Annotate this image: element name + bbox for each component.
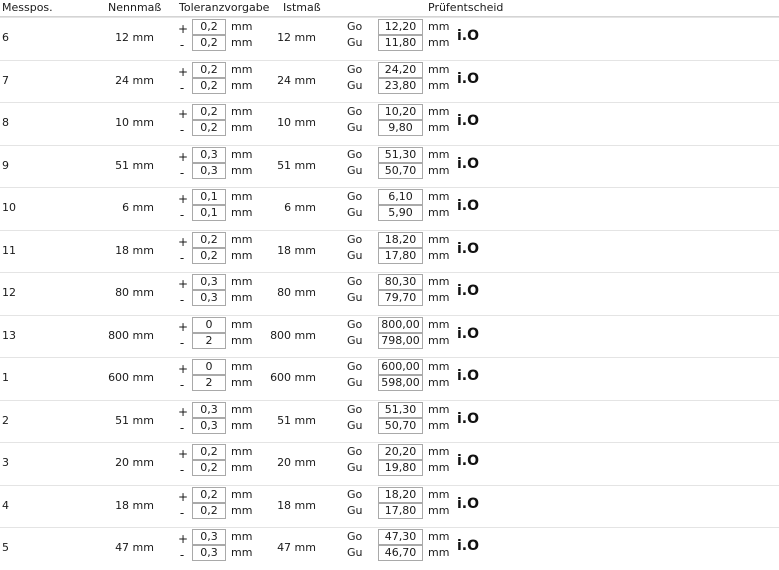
go-unit: mm xyxy=(428,402,450,416)
messpos-value: 8 xyxy=(2,116,9,129)
tolerance-minus-unit: mm xyxy=(231,121,253,134)
plus-sign: + xyxy=(178,447,189,461)
go-unit: mm xyxy=(428,190,450,203)
table-row xyxy=(0,442,779,485)
tolerance-minus-unit: mm xyxy=(231,291,253,304)
table-row xyxy=(0,60,779,103)
go-limit-field[interactable]: 80,30 xyxy=(378,274,423,290)
go-unit: mm xyxy=(428,232,450,246)
gu-unit: mm xyxy=(428,503,450,517)
header-toleranzvorgabe: Toleranzvorgabe xyxy=(179,1,270,14)
tolerance-minus-unit: mm xyxy=(231,418,253,432)
tolerance-minus-unit: mm xyxy=(231,503,253,517)
tolerance-plus-unit: mm xyxy=(231,445,253,458)
tolerance-plus-unit: mm xyxy=(231,20,253,33)
table-row xyxy=(0,17,779,60)
go-label: Go xyxy=(347,105,363,118)
pruefentscheid-result: i.O xyxy=(457,70,480,87)
go-limit-field[interactable]: 51,30 xyxy=(378,147,423,163)
pruefentscheid-result: i.O xyxy=(457,410,480,427)
tolerance-plus-field[interactable]: 0,2 xyxy=(192,19,226,35)
plus-sign: + xyxy=(178,107,189,121)
gu-label: Gu xyxy=(347,546,363,559)
istmass-value: 24 mm xyxy=(277,73,316,87)
minus-sign: - xyxy=(179,505,185,520)
gu-limit-field[interactable]: 46,70 xyxy=(378,545,423,561)
row-divider xyxy=(0,187,779,188)
row-divider xyxy=(0,145,779,146)
go-label: Go xyxy=(347,402,363,416)
tolerance-minus-field[interactable]: 0,1 xyxy=(192,205,226,221)
gu-limit-field[interactable]: 17,80 xyxy=(378,503,423,519)
tolerance-minus-field[interactable]: 0,2 xyxy=(192,78,226,94)
tolerance-minus-field[interactable]: 0,2 xyxy=(192,460,226,476)
go-limit-field[interactable]: 51,30 xyxy=(378,402,423,418)
tolerance-minus-unit: mm xyxy=(231,36,253,49)
table-row xyxy=(0,145,779,188)
minus-sign: - xyxy=(179,80,185,95)
tolerance-plus-unit: mm xyxy=(231,360,253,373)
go-label: Go xyxy=(347,530,363,543)
plus-sign: + xyxy=(178,234,189,249)
tolerance-plus-field[interactable]: 0,2 xyxy=(192,62,226,78)
minus-sign: - xyxy=(179,38,185,52)
gu-unit: mm xyxy=(428,78,450,92)
nennmass-value: 51 mm xyxy=(115,413,154,427)
table-row xyxy=(0,230,779,273)
nennmass-value: 80 mm xyxy=(115,286,154,299)
go-unit: mm xyxy=(428,487,450,501)
messpos-value: 7 xyxy=(2,73,9,87)
tolerance-plus-field[interactable]: 0,2 xyxy=(192,104,226,120)
gu-label: Gu xyxy=(347,291,363,304)
nennmass-value: 6 mm xyxy=(122,201,154,214)
istmass-value: 12 mm xyxy=(277,31,316,44)
messpos-value: 10 xyxy=(2,201,16,214)
go-unit: mm xyxy=(428,20,450,33)
nennmass-value: 20 mm xyxy=(115,456,154,469)
pruefentscheid-result: i.O xyxy=(457,325,480,342)
istmass-value: 80 mm xyxy=(277,286,316,299)
istmass-value: 18 mm xyxy=(277,498,316,512)
row-divider xyxy=(0,17,779,18)
go-limit-field[interactable]: 18,20 xyxy=(378,487,423,503)
gu-limit-field[interactable]: 9,80 xyxy=(378,120,423,136)
go-label: Go xyxy=(347,487,363,501)
table-row xyxy=(0,527,779,570)
plus-sign: + xyxy=(178,362,189,376)
pruefentscheid-result: i.O xyxy=(457,283,480,299)
istmass-value: 600 mm xyxy=(270,371,316,384)
go-limit-field[interactable]: 24,20 xyxy=(378,62,423,78)
tolerance-minus-unit: mm xyxy=(231,163,253,177)
pruefentscheid-result: i.O xyxy=(457,495,480,512)
tolerance-minus-field[interactable]: 0,2 xyxy=(192,120,226,136)
tolerance-plus-field[interactable]: 0,3 xyxy=(192,147,226,163)
pruefentscheid-result: i.O xyxy=(457,538,480,554)
table-row xyxy=(0,102,779,145)
gu-label: Gu xyxy=(347,418,363,432)
gu-unit: mm xyxy=(428,376,450,389)
gu-label: Gu xyxy=(347,333,363,347)
go-unit: mm xyxy=(428,445,450,458)
gu-limit-field[interactable]: 50,70 xyxy=(378,163,423,179)
table-row xyxy=(0,485,779,528)
tolerance-minus-unit: mm xyxy=(231,376,253,389)
tolerance-plus-field[interactable]: 0,1 xyxy=(192,189,226,205)
tolerance-plus-field[interactable]: 0,3 xyxy=(192,402,226,418)
gu-limit-field[interactable]: 79,70 xyxy=(378,290,423,306)
tolerance-plus-field[interactable]: 0 xyxy=(192,317,226,333)
tolerance-plus-unit: mm xyxy=(231,190,253,203)
gu-unit: mm xyxy=(428,206,450,219)
gu-limit-field[interactable]: 798,00 xyxy=(378,333,423,349)
pruefentscheid-result: i.O xyxy=(457,155,480,172)
go-label: Go xyxy=(347,360,363,373)
gu-unit: mm xyxy=(428,546,450,559)
go-limit-field[interactable]: 800,00 xyxy=(378,317,423,333)
row-divider xyxy=(0,400,779,401)
messpos-value: 13 xyxy=(2,328,16,342)
row-divider xyxy=(0,60,779,61)
go-label: Go xyxy=(347,445,363,458)
gu-label: Gu xyxy=(347,78,363,92)
row-divider xyxy=(0,442,779,443)
tolerance-plus-unit: mm xyxy=(231,402,253,416)
nennmass-value: 51 mm xyxy=(115,158,154,172)
tolerance-plus-unit: mm xyxy=(231,487,253,501)
tolerance-minus-unit: mm xyxy=(231,461,253,474)
tolerance-plus-field[interactable]: 0 xyxy=(192,359,226,375)
istmass-value: 10 mm xyxy=(277,116,316,129)
gu-limit-field[interactable]: 5,90 xyxy=(378,205,423,221)
pruefentscheid-result: i.O xyxy=(457,198,480,214)
go-limit-field[interactable]: 12,20 xyxy=(378,19,423,35)
tolerance-minus-field[interactable]: 2 xyxy=(192,375,226,391)
gu-unit: mm xyxy=(428,333,450,347)
tolerance-minus-field[interactable]: 2 xyxy=(192,333,226,349)
plus-sign: + xyxy=(178,277,189,291)
messpos-value: 1 xyxy=(2,371,9,384)
row-divider xyxy=(0,357,779,358)
messpos-value: 11 xyxy=(2,243,16,257)
plus-sign: + xyxy=(178,22,189,36)
plus-sign: + xyxy=(178,192,189,206)
messpos-value: 9 xyxy=(2,158,9,172)
minus-sign: - xyxy=(179,293,185,307)
go-label: Go xyxy=(347,20,363,33)
nennmass-value: 24 mm xyxy=(115,73,154,87)
nennmass-value: 18 mm xyxy=(115,498,154,512)
go-limit-field[interactable]: 10,20 xyxy=(378,104,423,120)
messpos-value: 6 xyxy=(2,31,9,44)
table-row xyxy=(0,315,779,358)
tolerance-minus-field[interactable]: 0,2 xyxy=(192,248,226,264)
gu-unit: mm xyxy=(428,163,450,177)
istmass-value: 51 mm xyxy=(277,413,316,427)
gu-label: Gu xyxy=(347,206,363,219)
nennmass-value: 10 mm xyxy=(115,116,154,129)
plus-sign: + xyxy=(178,404,189,419)
go-label: Go xyxy=(347,62,363,76)
row-divider xyxy=(0,230,779,231)
header-pruefentscheid: Prüfentscheid xyxy=(428,1,504,14)
go-unit: mm xyxy=(428,147,450,161)
tolerance-plus-field[interactable]: 0,2 xyxy=(192,487,226,503)
go-limit-field[interactable]: 600,00 xyxy=(378,359,423,375)
header-nennmass: Nennmaß xyxy=(108,1,162,14)
minus-sign: - xyxy=(179,378,185,392)
tolerance-plus-unit: mm xyxy=(231,62,253,76)
plus-sign: + xyxy=(178,319,189,334)
messpos-value: 4 xyxy=(2,498,9,512)
go-unit: mm xyxy=(428,62,450,76)
gu-unit: mm xyxy=(428,418,450,432)
tolerance-minus-unit: mm xyxy=(231,78,253,92)
gu-unit: mm xyxy=(428,291,450,304)
row-divider xyxy=(0,527,779,528)
tolerance-minus-unit: mm xyxy=(231,333,253,347)
plus-sign: + xyxy=(178,64,189,79)
minus-sign: - xyxy=(179,335,185,350)
table-row xyxy=(0,272,779,315)
istmass-value: 18 mm xyxy=(277,243,316,257)
messpos-value: 12 xyxy=(2,286,16,299)
go-label: Go xyxy=(347,190,363,203)
minus-sign: - xyxy=(179,250,185,265)
tolerance-plus-field[interactable]: 0,3 xyxy=(192,529,226,545)
pruefentscheid-result: i.O xyxy=(457,113,480,129)
tolerance-plus-field[interactable]: 0,3 xyxy=(192,274,226,290)
go-unit: mm xyxy=(428,317,450,331)
gu-label: Gu xyxy=(347,121,363,134)
row-divider xyxy=(0,315,779,316)
gu-unit: mm xyxy=(428,121,450,134)
gu-label: Gu xyxy=(347,163,363,177)
gu-unit: mm xyxy=(428,461,450,474)
go-limit-field[interactable]: 6,10 xyxy=(378,189,423,205)
tolerance-plus-unit: mm xyxy=(231,275,253,288)
table-row xyxy=(0,357,779,400)
measurement-table xyxy=(0,17,779,570)
gu-unit: mm xyxy=(428,248,450,262)
tolerance-minus-field[interactable]: 0,2 xyxy=(192,35,226,51)
plus-sign: + xyxy=(178,149,189,164)
tolerance-plus-unit: mm xyxy=(231,147,253,161)
messpos-value: 2 xyxy=(2,413,9,427)
go-limit-field[interactable]: 47,30 xyxy=(378,529,423,545)
istmass-value: 51 mm xyxy=(277,158,316,172)
gu-limit-field[interactable]: 50,70 xyxy=(378,418,423,434)
gu-label: Gu xyxy=(347,461,363,474)
minus-sign: - xyxy=(179,208,185,222)
go-label: Go xyxy=(347,275,363,288)
tolerance-plus-field[interactable]: 0,2 xyxy=(192,232,226,248)
gu-limit-field[interactable]: 17,80 xyxy=(378,248,423,264)
istmass-value: 800 mm xyxy=(270,328,316,342)
tolerance-plus-unit: mm xyxy=(231,232,253,246)
gu-limit-field[interactable]: 19,80 xyxy=(378,460,423,476)
go-limit-field[interactable]: 18,20 xyxy=(378,232,423,248)
tolerance-minus-unit: mm xyxy=(231,248,253,262)
gu-unit: mm xyxy=(428,36,450,49)
table-row xyxy=(0,187,779,230)
tolerance-minus-field[interactable]: 0,3 xyxy=(192,163,226,179)
go-unit: mm xyxy=(428,275,450,288)
header-istmass: Istmaß xyxy=(283,1,321,14)
istmass-value: 47 mm xyxy=(277,541,316,554)
nennmass-value: 47 mm xyxy=(115,541,154,554)
minus-sign: - xyxy=(179,420,185,435)
gu-limit-field[interactable]: 23,80 xyxy=(378,78,423,94)
tolerance-plus-unit: mm xyxy=(231,105,253,118)
minus-sign: - xyxy=(179,548,185,562)
tolerance-minus-field[interactable]: 0,3 xyxy=(192,418,226,434)
table-header xyxy=(0,0,779,17)
istmass-value: 6 mm xyxy=(284,201,316,214)
pruefentscheid-result: i.O xyxy=(457,240,480,257)
tolerance-plus-unit: mm xyxy=(231,530,253,543)
minus-sign: - xyxy=(179,123,185,137)
messpos-value: 5 xyxy=(2,541,9,554)
nennmass-value: 18 mm xyxy=(115,243,154,257)
gu-label: Gu xyxy=(347,248,363,262)
tolerance-plus-field[interactable]: 0,2 xyxy=(192,444,226,460)
nennmass-value: 12 mm xyxy=(115,31,154,44)
tolerance-minus-unit: mm xyxy=(231,206,253,219)
table-row xyxy=(0,400,779,443)
messpos-value: 3 xyxy=(2,456,9,469)
nennmass-value: 800 mm xyxy=(108,328,154,342)
plus-sign: + xyxy=(178,489,189,504)
minus-sign: - xyxy=(179,463,185,477)
gu-label: Gu xyxy=(347,376,363,389)
gu-limit-field[interactable]: 11,80 xyxy=(378,35,423,51)
gu-limit-field[interactable]: 598,00 xyxy=(378,375,423,391)
gu-label: Gu xyxy=(347,36,363,49)
go-unit: mm xyxy=(428,360,450,373)
tolerance-minus-unit: mm xyxy=(231,546,253,559)
pruefentscheid-result: i.O xyxy=(457,453,480,469)
minus-sign: - xyxy=(179,165,185,180)
pruefentscheid-result: i.O xyxy=(457,28,480,44)
istmass-value: 20 mm xyxy=(277,456,316,469)
row-divider xyxy=(0,102,779,103)
go-label: Go xyxy=(347,317,363,331)
plus-sign: + xyxy=(178,532,189,546)
row-divider xyxy=(0,485,779,486)
gu-label: Gu xyxy=(347,503,363,517)
go-unit: mm xyxy=(428,530,450,543)
header-messpos: Messpos. xyxy=(2,1,53,14)
go-label: Go xyxy=(347,232,363,246)
tolerance-minus-field[interactable]: 0,2 xyxy=(192,503,226,519)
go-limit-field[interactable]: 20,20 xyxy=(378,444,423,460)
tolerance-minus-field[interactable]: 0,3 xyxy=(192,290,226,306)
tolerance-minus-field[interactable]: 0,3 xyxy=(192,545,226,561)
go-label: Go xyxy=(347,147,363,161)
pruefentscheid-result: i.O xyxy=(457,368,480,384)
tolerance-plus-unit: mm xyxy=(231,317,253,331)
row-divider xyxy=(0,272,779,273)
go-unit: mm xyxy=(428,105,450,118)
nennmass-value: 600 mm xyxy=(108,371,154,384)
